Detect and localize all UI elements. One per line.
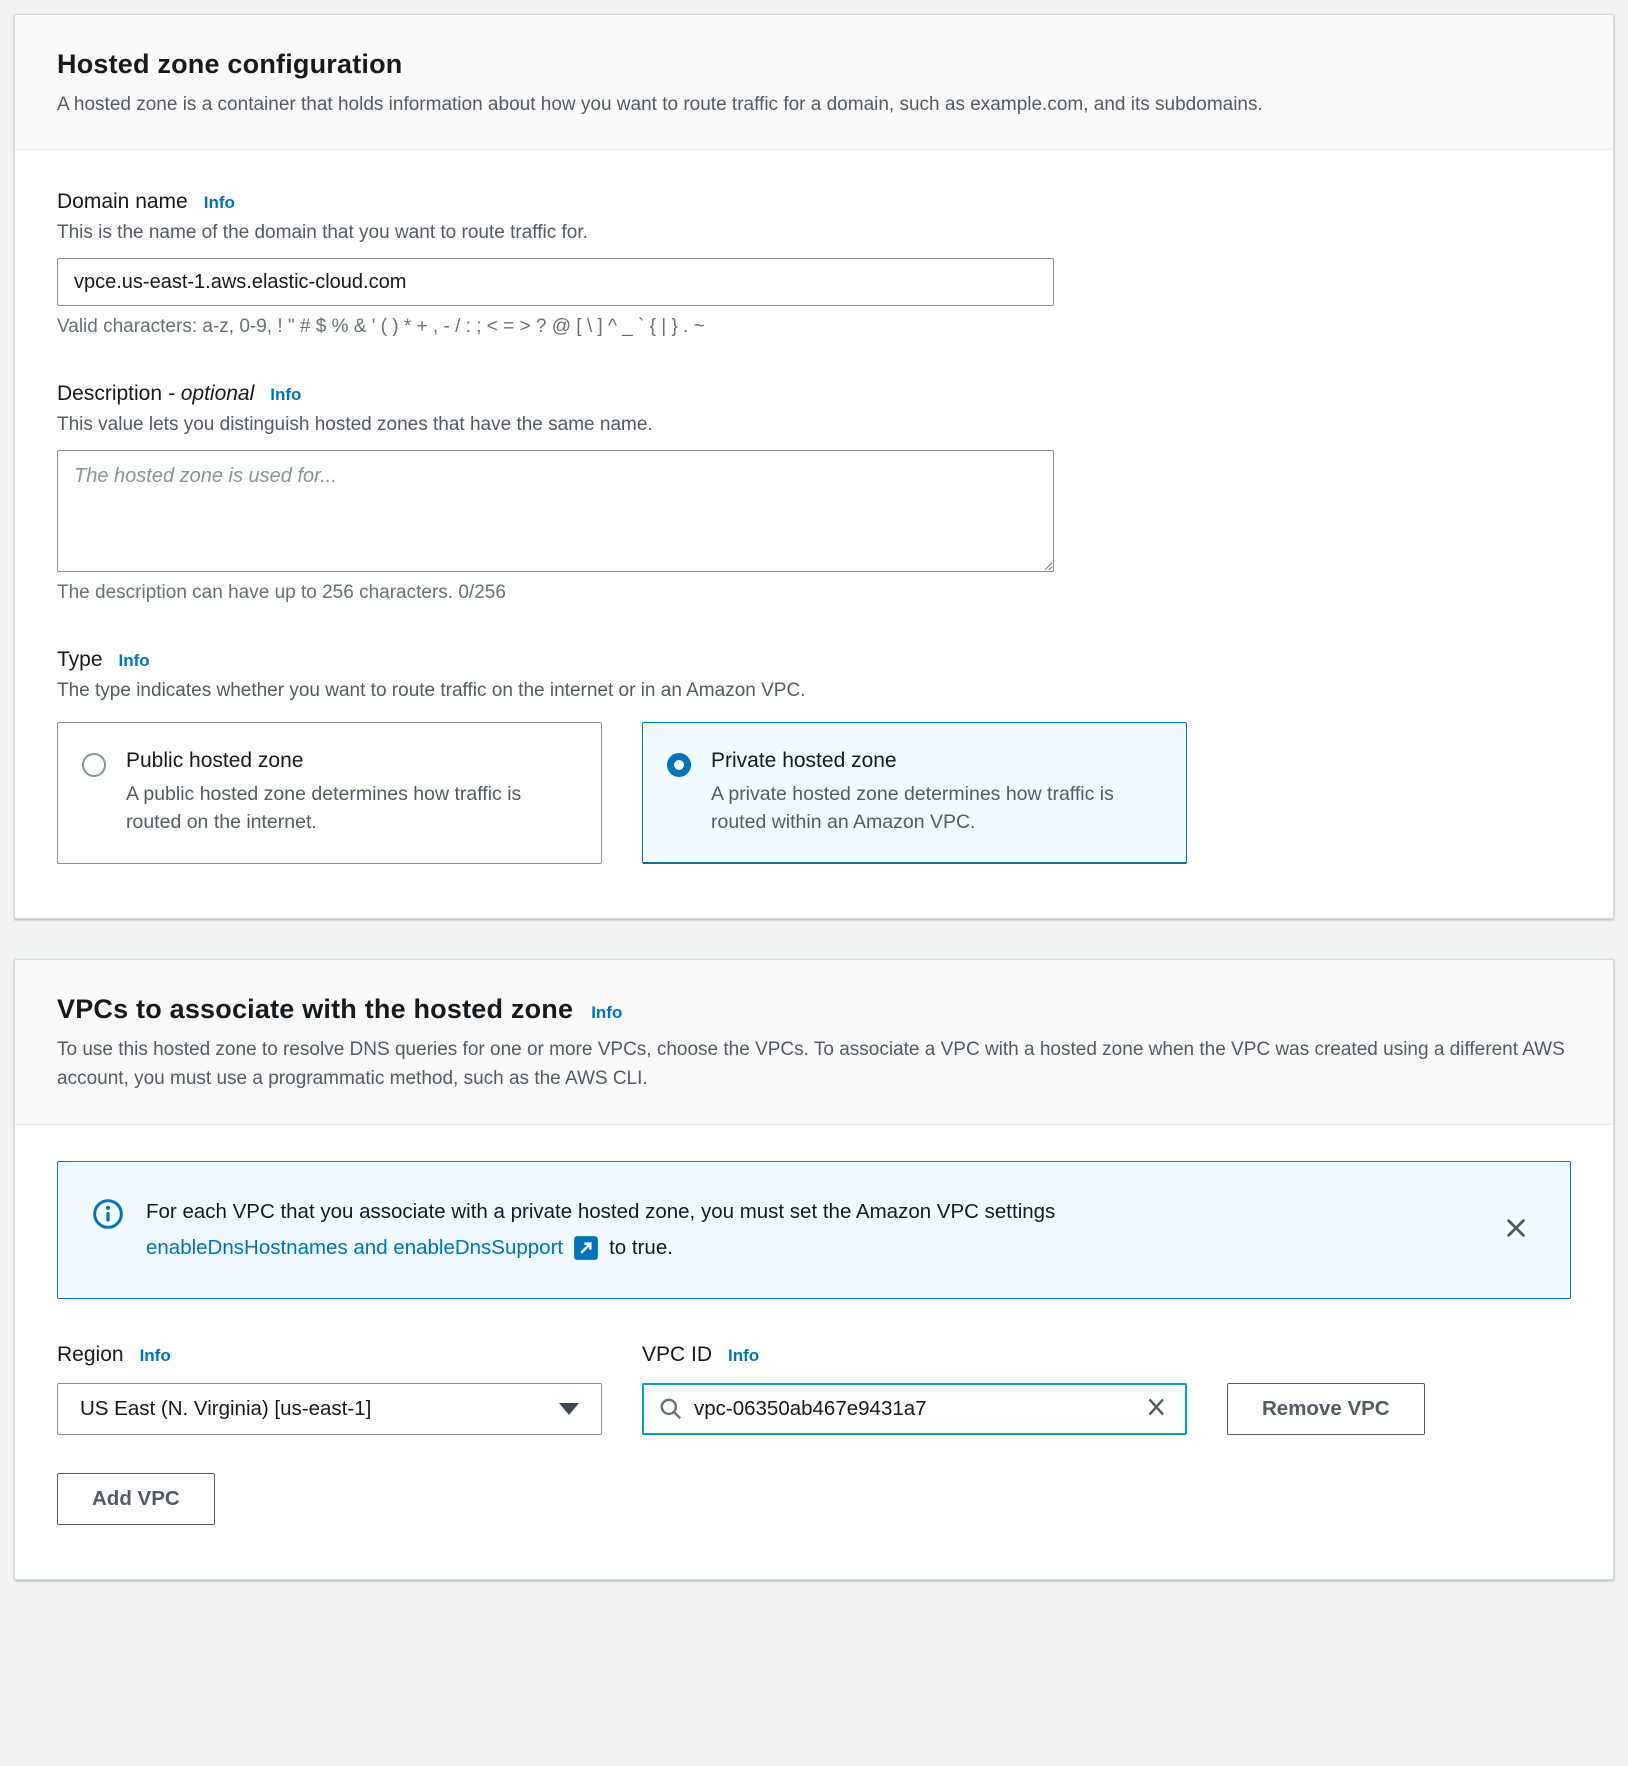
public-hosted-zone-description: A public hosted zone determines how traffic is routed on the internet.: [126, 783, 522, 833]
type-info-link[interactable]: Info: [118, 651, 150, 671]
vpcs-association-description: To use this hosted zone to resolve DNS queries for one or more VPCs, choose the VPCs. To associate a VPC with a hosted zone when the VPC was created using a different AWS account, you must use a programmatic method, such as the AWS CLI.: [57, 1039, 1565, 1090]
domain-name-constraint: Valid characters: a-z, 0-9, ! " # $ % & ' ( ) * + , - / : ; < = > ? @ [ \ ] ^ _ ` { | } . ~: [57, 316, 705, 338]
private-hosted-zone-description: A private hosted zone determines how traffic is routed within an Amazon VPC.: [711, 783, 1114, 833]
vpcs-association-header: [15, 960, 1613, 1125]
vpc-id-input[interactable]: [694, 1397, 1141, 1421]
section-description: A hosted zone is a container that holds information about how you want to route traffic for a domain, such as example.com, and its subdomains.: [57, 94, 1263, 115]
radio-selected-icon[interactable]: [667, 753, 691, 777]
vpcs-association-info-link[interactable]: Info: [591, 1003, 623, 1023]
description-textarea[interactable]: [57, 450, 1054, 572]
description-field: [57, 382, 1571, 604]
domain-name-input[interactable]: [57, 258, 1054, 306]
vpc-id-info-link[interactable]: Info: [728, 1345, 760, 1365]
description-info-link[interactable]: Info: [270, 385, 302, 405]
info-circle-icon: [92, 1198, 124, 1235]
region-selected-value: US East (N. Virginia) [us-east-1]: [80, 1396, 372, 1420]
hosted-zone-configuration-header: [15, 15, 1613, 150]
vpc-id-search-box: [642, 1383, 1187, 1435]
alert-message: [146, 1194, 1472, 1266]
public-hosted-zone-option[interactable]: [57, 722, 602, 864]
section-title-hosted-zone-configuration: Hosted zone configuration: [57, 49, 403, 79]
alert-close-icon[interactable]: [1496, 1208, 1536, 1251]
domain-name-help: This is the name of the domain that you want to route traffic for.: [57, 222, 588, 244]
vpc-association-row: [57, 1343, 1571, 1435]
description-help: This value lets you distinguish hosted zones that have the same name.: [57, 414, 653, 436]
type-help: The type indicates whether you want to route traffic on the internet or in an Amazon VPC.: [57, 680, 806, 702]
public-hosted-zone-title: Public hosted zone: [126, 749, 304, 773]
search-icon: [658, 1396, 684, 1422]
clear-input-icon[interactable]: [1141, 1392, 1171, 1425]
section-title-vpcs-association: VPCs to associate with the hosted zone: [57, 994, 574, 1025]
vpc-settings-info-alert: [57, 1161, 1571, 1299]
vpcs-association-card: [14, 959, 1614, 1580]
description-constraint: The description can have up to 256 characters. 0/256: [57, 582, 506, 604]
description-optional-suffix: - optional: [167, 382, 255, 406]
hosted-zone-configuration-body: [15, 150, 1613, 918]
chevron-down-icon: [559, 1403, 579, 1415]
domain-name-info-link[interactable]: Info: [203, 193, 235, 213]
enable-dns-settings-link[interactable]: enableDnsHostnames and enableDnsSupport: [146, 1235, 564, 1259]
region-label: Region: [57, 1342, 124, 1366]
domain-name-label: Domain name: [57, 190, 188, 214]
region-column: [57, 1343, 602, 1435]
type-field: [57, 648, 1571, 864]
region-info-link[interactable]: Info: [139, 1345, 171, 1365]
type-label: Type: [57, 648, 103, 672]
alert-text-line2: to true.: [609, 1235, 673, 1259]
region-select[interactable]: [57, 1383, 602, 1435]
domain-name-field: [57, 190, 1571, 338]
private-hosted-zone-title: Private hosted zone: [711, 749, 897, 773]
remove-vpc-button[interactable]: Remove VPC: [1227, 1383, 1425, 1435]
vpcs-association-body: [15, 1161, 1613, 1579]
alert-text-line1: For each VPC that you associate with a private hosted zone, you must set the Amazon VPC settings: [146, 1199, 1056, 1223]
external-link-icon[interactable]: [573, 1235, 599, 1261]
vpc-id-column: [642, 1343, 1187, 1435]
type-radio-group: [57, 722, 1571, 864]
add-vpc-button[interactable]: Add VPC: [57, 1473, 215, 1525]
radio-unselected-icon[interactable]: [82, 753, 106, 777]
hosted-zone-configuration-card: [14, 14, 1614, 919]
private-hosted-zone-option[interactable]: [642, 722, 1187, 864]
vpc-id-label: VPC ID: [642, 1342, 713, 1366]
description-label: Description - optional: [57, 382, 255, 406]
